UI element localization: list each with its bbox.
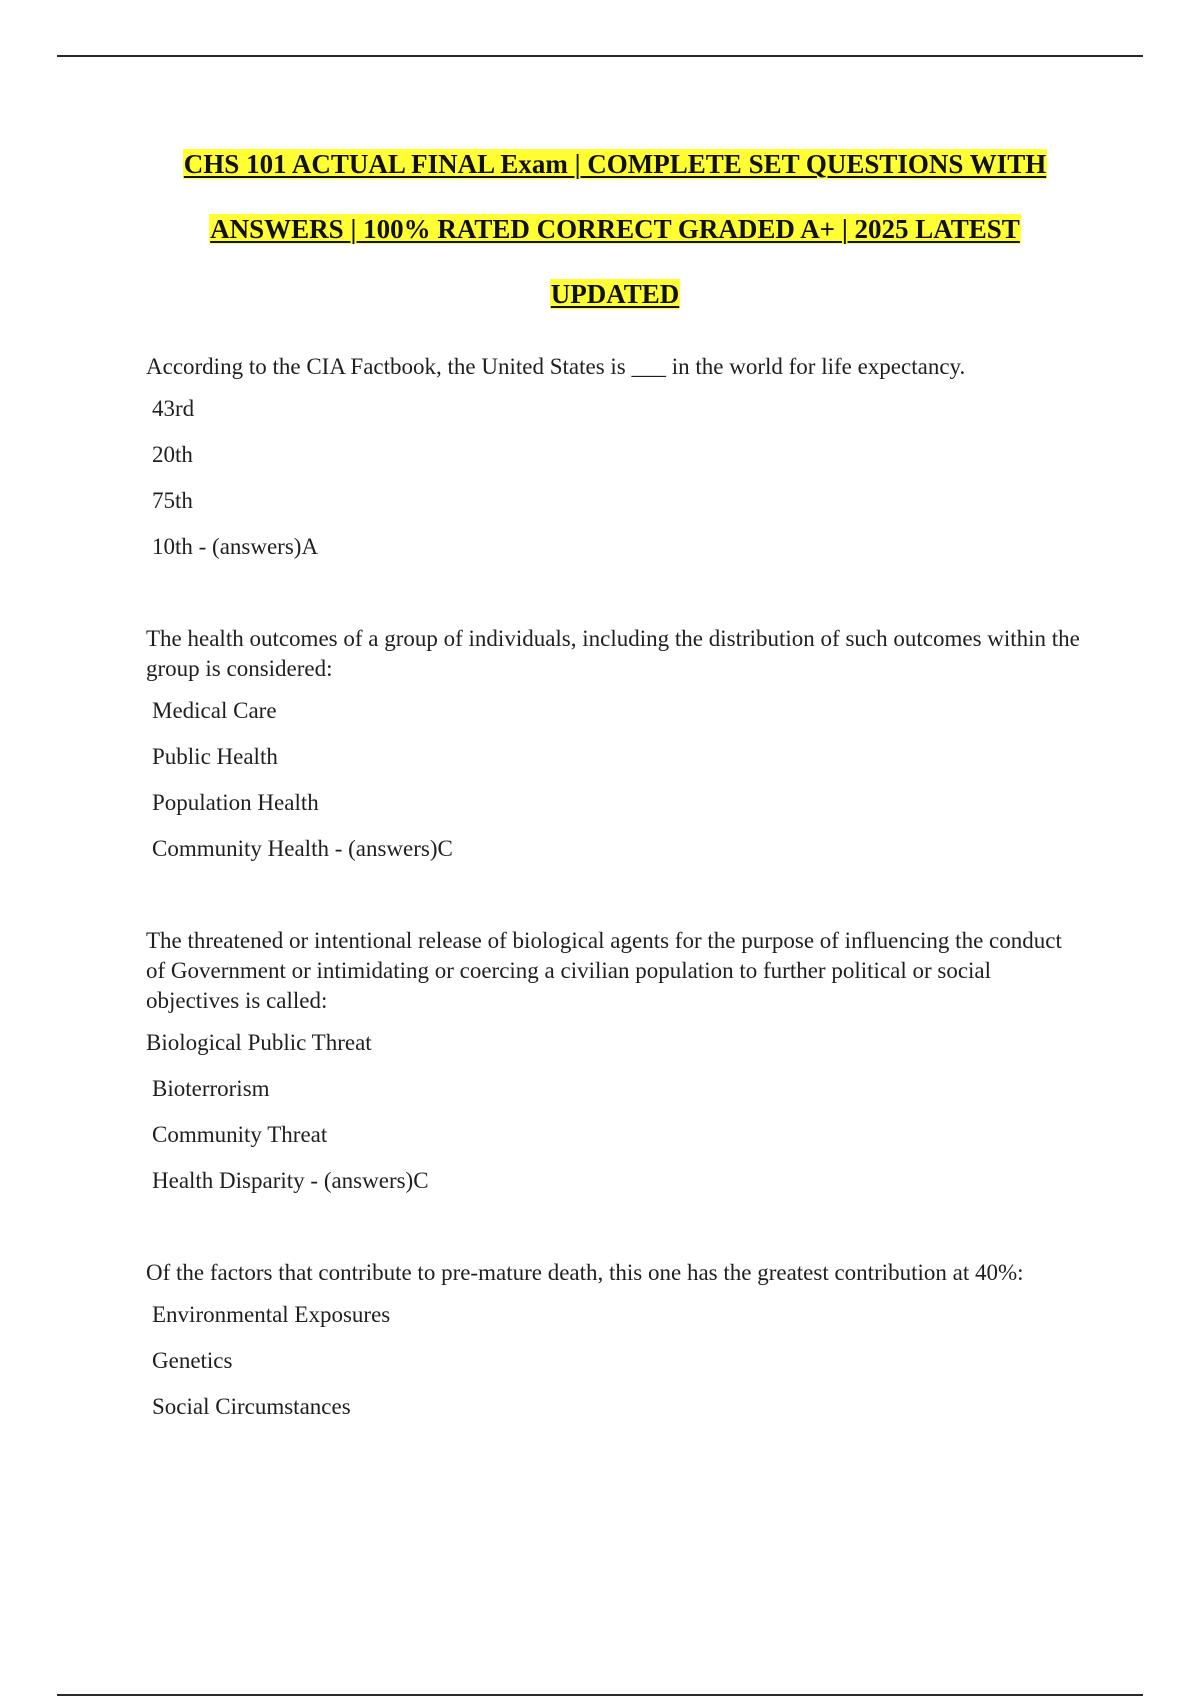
question-prompt: The health outcomes of a group of individuals, including the distribution of such outcomes within the group is considered: <box>146 626 1080 681</box>
question-block <box>146 624 1086 880</box>
answer-option: Genetics <box>152 1348 233 1373</box>
answer-option: Public Health <box>152 744 278 769</box>
question-prompt: Of the factors that contribute to pre-mature death, this one has the greatest contribution at 40%: <box>146 1260 1024 1285</box>
question-prompt: The threatened or intentional release of biological agents for the purpose of influencing the conduct of Government or intimidating or coercing a civilian population to further political or social objectives is called: <box>146 928 1062 1013</box>
answer-option: Community Threat <box>152 1122 328 1147</box>
answer-option: Social Circumstances <box>152 1394 351 1419</box>
answer-option: Health Disparity - (answers)C <box>152 1168 429 1193</box>
answer-option: Medical Care <box>152 698 277 723</box>
answer-option: 43rd <box>152 396 195 421</box>
answer-option: 10th - (answers)A <box>152 534 319 559</box>
title-line-text: UPDATED <box>550 279 680 309</box>
answer-option: Environmental Exposures <box>152 1302 391 1327</box>
answer-option: Community Health - (answers)C <box>152 836 453 861</box>
answer-option: 75th <box>152 488 193 513</box>
answer-option: Bioterrorism <box>152 1076 270 1101</box>
title-line <box>100 270 1130 335</box>
document-title <box>100 140 1130 335</box>
question-block <box>146 1258 1086 1438</box>
title-line-text: CHS 101 ACTUAL FINAL Exam | COMPLETE SET QUESTIONS WITH <box>183 149 1047 179</box>
spacer <box>146 880 1086 926</box>
answer-option: Population Health <box>152 790 319 815</box>
spacer <box>146 1212 1086 1258</box>
footer-rule <box>57 1694 1143 1696</box>
spacer <box>146 578 1086 624</box>
answer-option: 20th <box>152 442 193 467</box>
question-block <box>146 926 1086 1212</box>
title-line <box>100 140 1130 205</box>
question-prompt: According to the CIA Factbook, the United States is ___ in the world for life expectancy. <box>146 354 966 379</box>
title-line-text: ANSWERS | 100% RATED CORRECT GRADED A+ | 2025 LATEST <box>210 214 1020 244</box>
question-list <box>146 352 1086 1438</box>
title-line <box>100 205 1130 270</box>
header-rule <box>57 55 1143 57</box>
question-block <box>146 352 1086 578</box>
answer-option: Biological Public Threat <box>146 1030 372 1055</box>
